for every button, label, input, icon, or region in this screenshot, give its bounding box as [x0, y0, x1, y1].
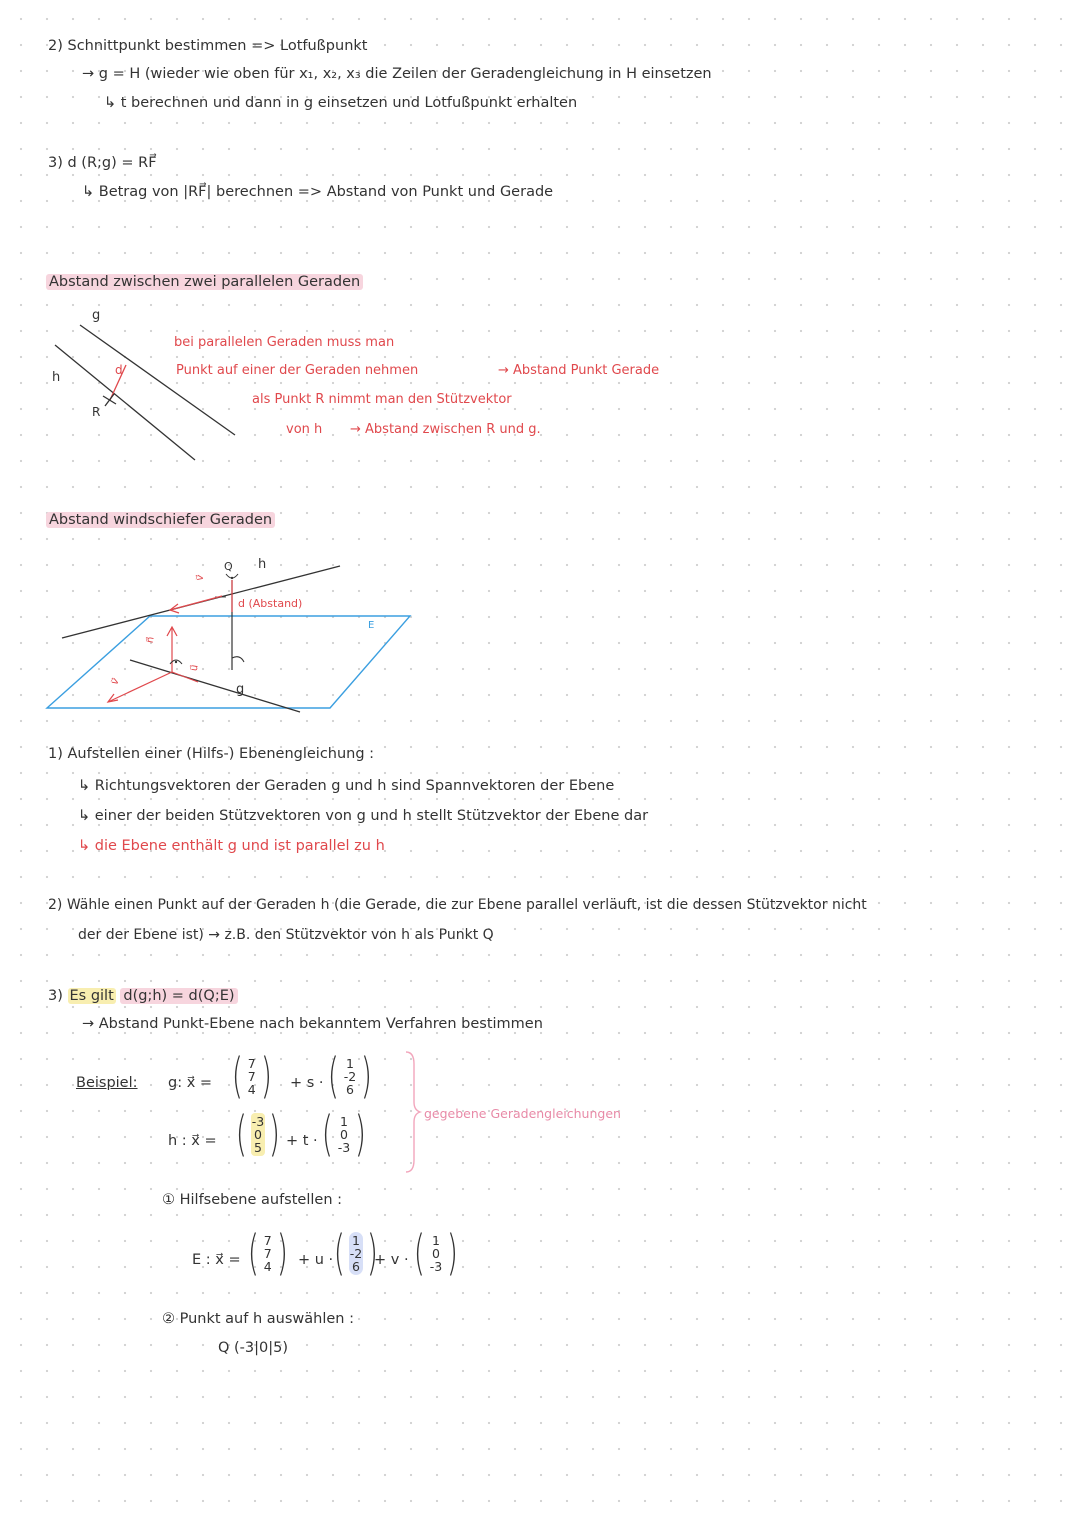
parallel-note-4a: von h — [286, 422, 323, 437]
skew-step1-c: ↳ die Ebene enthält g und ist parallel zu h — [78, 838, 385, 854]
label-n: n⃗ — [144, 635, 157, 644]
label-E: E — [368, 620, 375, 631]
skew-step2-b: der der Ebene ist) → z.B. den Stützvektor von h als Punkt Q — [78, 927, 494, 943]
point-Q: Q (-3|0|5) — [218, 1340, 289, 1356]
distance-step3: 3) d (R;g) = RF⃗ — [48, 155, 157, 171]
g-support-vector: ( 7 7 4 ) — [231, 1048, 272, 1104]
substep-1: ① Hilfsebene aufstellen : — [162, 1192, 342, 1208]
parallel-heading: Abstand zwischen zwei parallelen Geraden — [46, 274, 363, 291]
h-equation-prefix: h : x⃗ = — [168, 1133, 217, 1149]
label-u: u⃗ — [188, 663, 201, 672]
skew-step2-a: 2) Wähle einen Punkt auf der Geraden h (die Gerade, die zur Ebene parallel verläuft, ist die dessen Stützvektor nicht — [48, 897, 867, 913]
label-h: h — [52, 370, 61, 385]
skew-step1: 1) Aufstellen einer (Hilfs-) Ebenengleichung : — [48, 746, 375, 762]
distance-equation: d(g;h) = d(Q;E) — [120, 988, 237, 1004]
label-g-skew: g — [236, 682, 245, 697]
lotfuss-step2-result: ↳ t berechnen und dann in g einsetzen und Lotfußpunkt erhalten — [104, 95, 578, 111]
label-v-top: v⃗ — [194, 574, 207, 582]
label-R: R — [92, 405, 101, 419]
gilt-highlight: Es gilt — [69, 988, 114, 1004]
lotfuss-step2-detail: → g = H (wieder wie oben für x₁, x₂, x₃ die Zeilen der Geradengleichung in H einsetzen — [82, 66, 712, 82]
label-h-skew: h — [258, 557, 267, 572]
label-distance: d (Abstand) — [238, 597, 303, 610]
label-g: g — [92, 308, 101, 323]
g-direction-vector: ( 1 -2 6 ) — [327, 1048, 373, 1104]
skew-step3-a: 3) Es gilt d(g;h) = d(Q;E) — [48, 988, 238, 1005]
label-v: v⃗ — [109, 676, 122, 688]
skew-step3-b: → Abstand Punkt-Ebene nach bekanntem Verfahren bestimmen — [82, 1016, 543, 1032]
distance-step3-detail: ↳ Betrag von |RF⃗| berechnen => Abstand von Punkt und Gerade — [82, 184, 554, 200]
h-param: + t · — [286, 1133, 318, 1149]
skew-step1-a: ↳ Richtungsvektoren der Geraden g und h sind Spannvektoren der Ebene — [78, 778, 615, 794]
lotfuss-step2: 2) Schnittpunkt bestimmen => Lotfußpunkt — [48, 38, 368, 54]
substep-2: ② Punkt auf h auswählen : — [162, 1311, 354, 1327]
E-param-u: + u · — [298, 1252, 334, 1268]
parallel-note-3: als Punkt R nimmt man den Stützvektor — [252, 392, 512, 407]
E-equation-prefix: E : x⃗ = — [192, 1252, 241, 1268]
h-support-vector: ( -3 0 5 ) — [235, 1106, 281, 1162]
E-support-vector: ( 7 7 4 ) — [247, 1225, 288, 1281]
h-direction-vector: ( 1 0 -3 ) — [321, 1106, 367, 1162]
E-param-v: + v · — [374, 1252, 409, 1268]
parallel-note-2-arrow: → Abstand Punkt Gerade — [498, 363, 660, 378]
skew-step1-b: ↳ einer der beiden Stützvektoren von g und h stellt Stützvektor der Ebene dar — [78, 808, 649, 824]
parallel-note-4b: → Abstand zwischen R und g. — [350, 422, 541, 437]
brace-note: gegebene Geradengleichungen — [424, 1106, 621, 1121]
E-direction-vector-1: ( 1 -2 6 ) — [333, 1225, 379, 1281]
E-direction-vector-2: ( 1 0 -3 ) — [413, 1225, 459, 1281]
skew-heading: Abstand windschiefer Geraden — [46, 512, 275, 529]
parallel-note-2: Punkt auf einer der Geraden nehmen — [176, 363, 419, 378]
g-equation-prefix: g: x⃗ = — [168, 1075, 213, 1091]
g-param: + s · — [290, 1075, 324, 1091]
label-d: d — [115, 363, 123, 377]
label-Q: Q — [224, 560, 233, 573]
parallel-note-1: bei parallelen Geraden muss man — [174, 335, 395, 350]
example-label: Beispiel: — [76, 1075, 138, 1091]
